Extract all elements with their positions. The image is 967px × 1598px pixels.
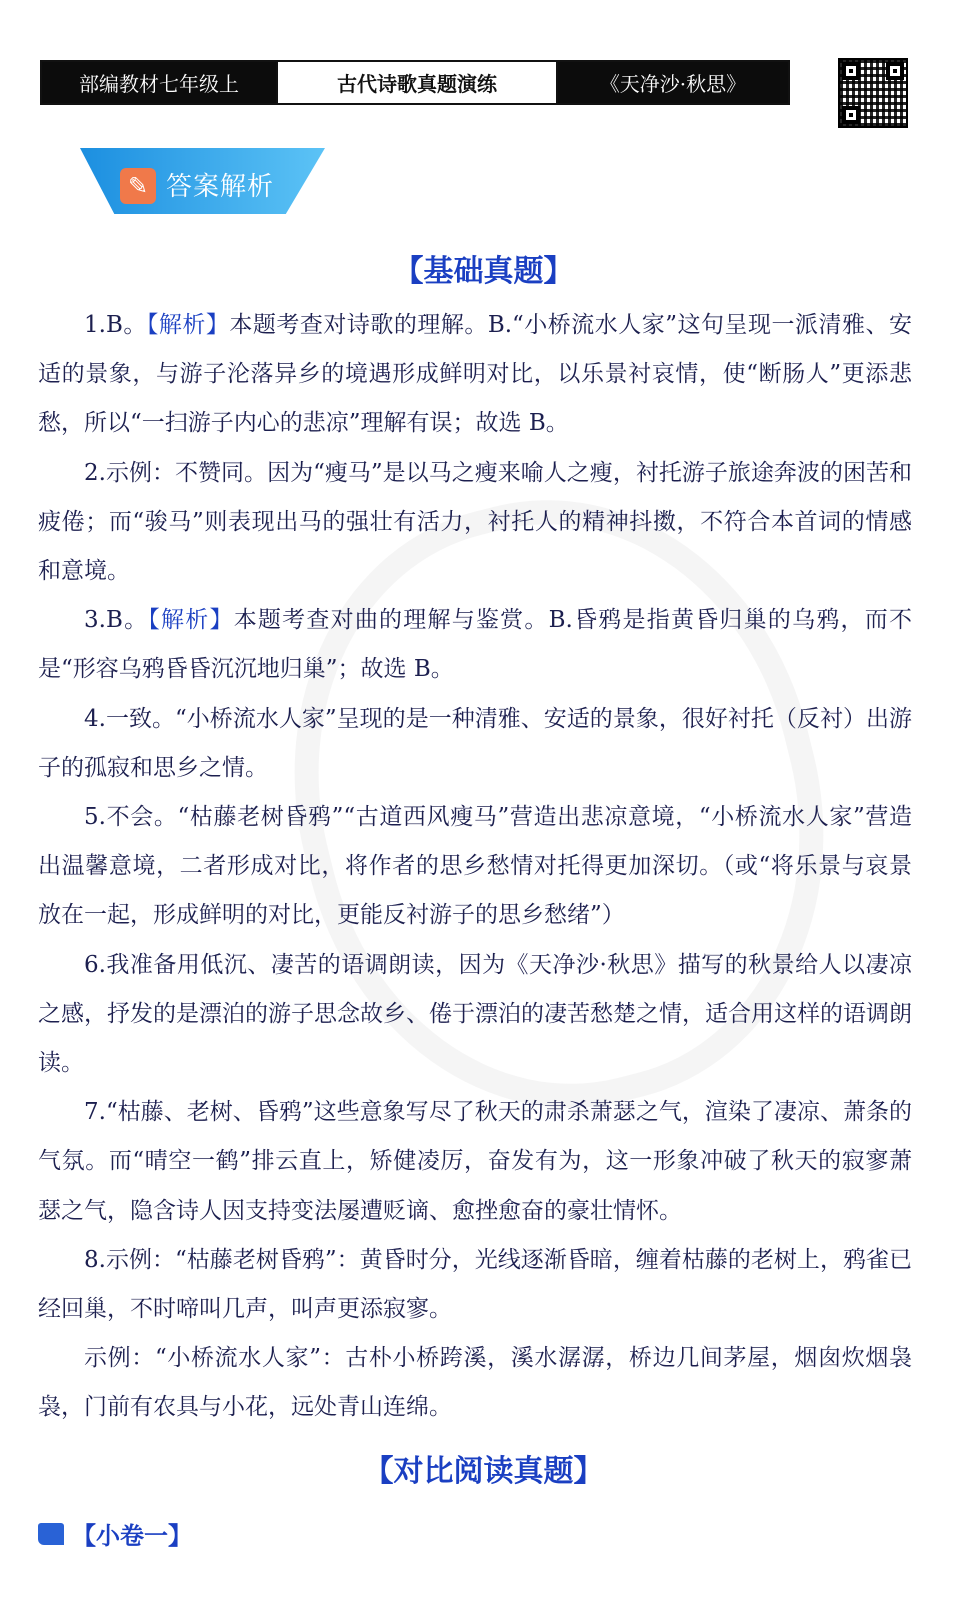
comparison-reading-title: 【对比阅读真题】 (363, 1454, 604, 1489)
subvolume-label: 【小卷一】 (72, 1522, 192, 1550)
analysis-tag: 【解析】 (146, 312, 230, 338)
answer-text: 不赞同。因为“瘦马”是以马之瘦来喻人之瘦，衬托游子旅途奔波的困苦和疲倦；而“骏马”则表现出马的强壮有活力，衬托人的精神抖擞，不符合本首词的情感和意境。 (38, 459, 912, 585)
answer-item-8-example-2 (38, 1334, 912, 1432)
qr-finder-top-left (842, 62, 860, 80)
answer-item-3 (38, 596, 912, 694)
answer-head: 2.示例： (84, 459, 176, 486)
answer-text: “小桥流水人家”：古朴小桥跨溪，溪水潺潺，桥边几间茅屋，烟囱炊烟袅袅，门前有农具与小花，远处青山连绵。 (38, 1345, 912, 1421)
answer-item-2 (38, 449, 912, 597)
answer-text: 我准备用低沉、凄苦的语调朗读，因为《天净沙·秋思》描写的秋景给人以凄凉之感，抒发的是漂泊的游子思念故乡、倦于漂泊的凄苦愁楚之情，适合用这样的语调朗读。 (38, 951, 912, 1077)
answer-head: 示例： (84, 1345, 155, 1372)
answer-head: 6. (84, 951, 106, 978)
answer-tab-label: 答案解析 (166, 172, 275, 202)
answer-item-8 (38, 1236, 912, 1334)
answer-item-1 (38, 301, 912, 449)
answer-head: 1.B。 (84, 312, 147, 338)
answer-item-4 (38, 695, 912, 793)
answer-head: 4.一致。 (84, 705, 176, 732)
answer-item-7 (38, 1088, 912, 1236)
analysis-tag: 【解析】 (148, 607, 234, 634)
basic-questions-title: 【基础真题】 (393, 254, 574, 289)
header-topic-label: 古代诗歌真题演练 (276, 62, 558, 103)
answer-head: 7. (84, 1099, 106, 1126)
answer-text: “枯藤老树昏鸦”“古道西风瘦马”营造出悲凉意境，“小桥流水人家”营造出温馨意境，二者形成对比，将作者的思乡愁情对托得更加深切。（或“将乐景与哀景放在一起，形成鲜明的对比，更能反衬游子的思乡愁绪”） (38, 804, 912, 929)
header-bar (40, 60, 790, 105)
qr-finder-bottom-left (842, 106, 860, 124)
qr-finder-top-right (886, 62, 904, 80)
answer-head: 3.B。 (84, 607, 149, 634)
answer-text: “小桥流水人家”呈现的是一种清雅、安适的景象，很好衬托（反衬）出游子的孤寂和思乡之情。 (38, 705, 912, 781)
answer-text: “枯藤老树昏鸦”：黄昏时分，光线逐渐昏暗，缠着枯藤的老树上，鸦雀已经回巢，不时啼叫几声，叫声更添寂寥。 (38, 1246, 912, 1323)
answer-text: “枯藤、老树、昏鸦”这些意象写尽了秋天的肃杀萧瑟之气，渲染了凄凉、萧条的气氛。而“晴空一鹤”排云直上，矫健凌厉，奋发有为，这一形象冲破了秋天的寂寥萧瑟之气，隐含诗人因支持变法屡遭贬谪、愈挫愈奋的豪壮情怀。 (38, 1099, 912, 1224)
qr-code (838, 58, 908, 128)
answer-list (38, 301, 912, 1433)
answer-item-5 (38, 793, 912, 941)
answer-head: 5.不会。 (84, 804, 178, 831)
answer-text: 本题考查对诗歌的理解。B.“小桥流水人家”这句呈现一派清雅、安适的景象，与游子沦落异乡的境遇形成鲜明对比，以乐景衬哀情，使“断肠人”更添悲愁，所以“一扫游子内心的悲凉”理解有误；故选 B。 (38, 312, 912, 437)
answer-text: 本题考查对曲的理解与鉴赏。B.昏鸦是指黄昏归巢的乌鸦，而不是“形容乌鸦昏昏沉沉地归巢”；故选 B。 (38, 607, 912, 683)
answer-item-6 (38, 941, 912, 1089)
bookmark-icon (38, 1523, 64, 1545)
header-grade-label: 部编教材七年级上 (42, 62, 276, 103)
pencil-note-icon: ✎ (120, 168, 156, 204)
header-poem-title: 《天净沙·秋思》 (558, 62, 788, 103)
subvolume-heading (38, 1516, 192, 1551)
answer-head: 8.示例： (84, 1246, 176, 1273)
